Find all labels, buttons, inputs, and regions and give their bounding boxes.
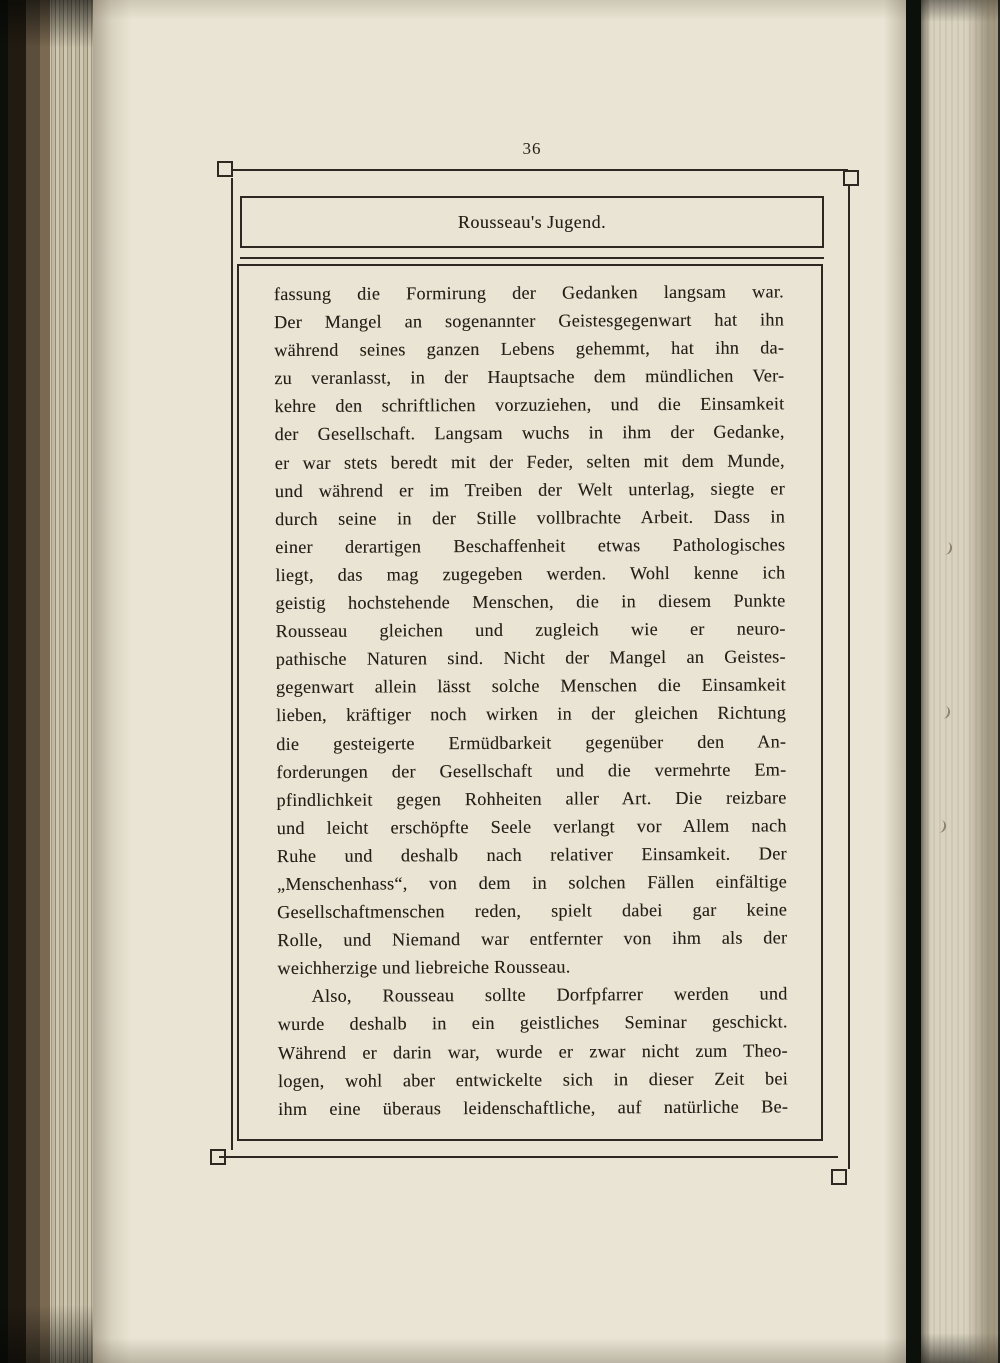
text-line: die gesteigerte Ermüdbarkeit gegenüber den An- — [276, 730, 787, 754]
text-line: zu veranlasst, in der Hauptsache dem mündlichen Ver- — [274, 365, 785, 389]
page-edge-mark — [942, 541, 954, 556]
text-line: und während er im Treiben der Welt unterlag, siegte er — [274, 478, 785, 501]
frame-corner-square-bottom-left — [210, 1149, 226, 1165]
text-line: ihm eine überaus leidenschaftliche, auf natürliche Be- — [278, 1096, 789, 1119]
text-line: „Menschenhass“, von dem in solchen Fällen einfältige — [276, 871, 788, 895]
text-line: weichherzige und liebreiche Rousseau. — [277, 956, 571, 979]
text-line: Ruhe und deshalb nach relativer Einsamkeit. Der — [276, 843, 787, 866]
text-line: pathische Naturen sind. Nicht der Mangel an Geistes- — [275, 646, 786, 670]
book-spine-edge — [0, 0, 93, 1363]
text-line: er war stets beredt mit der Feder, selten mit dem Munde, — [274, 449, 785, 473]
header-underline-rule — [240, 257, 824, 259]
page-edge-mark — [936, 819, 948, 834]
text-line: gegenwart allein lässt solche Menschen die Einsamkeit — [275, 674, 786, 698]
text-line: fassung die Formirung der Gedanken langsam war. — [273, 281, 784, 305]
text-frame — [237, 264, 823, 1141]
frame-corner-square-bottom-right — [831, 1169, 847, 1185]
page-number: 36 — [522, 139, 542, 158]
text-line: Also, Rousseau sollte Dorfpfarrer werden und — [311, 983, 788, 1007]
text-line: und leicht erschöpfte Seele verlangt vor Allem nach — [276, 815, 787, 838]
text-line: Der Mangel an sogenannter Geistesgegenwart hat ihn — [273, 309, 785, 333]
text-line: logen, wohl aber entwickelte sich in dieser Zeit bei — [277, 1068, 789, 1091]
body-text — [274, 277, 788, 1122]
frame-top-rule — [231, 169, 848, 171]
text-line: geistig hochstehende Menschen, die in diesem Punkte — [275, 590, 786, 614]
text-line: Rousseau gleichen und zugleich wie er neuro- — [275, 618, 786, 642]
text-line: wurde deshalb in ein geistliches Seminar geschickt. — [277, 1011, 788, 1035]
text-line: Während er darin war, wurde er zwar nicht zum Theo- — [277, 1039, 788, 1063]
text-line: lieben, kräftiger noch wirken in der gleichen Richtung — [276, 702, 787, 726]
frame-right-rule — [848, 186, 850, 1169]
running-header: Rousseau's Jugend. — [457, 211, 607, 232]
text-line: Gesellschaftmenschen reden, spielt dabei gar keine — [277, 899, 788, 923]
page-edge-mark — [940, 705, 952, 720]
text-line: pfindlichkeit gegen Rohheiten aller Art. Die reizbare — [276, 787, 787, 810]
text-line: durch seine in der Stille vollbrachte Arbeit. Dass in — [274, 506, 786, 529]
text-line: während seines ganzen Lebens gehemmt, hat ihn da- — [274, 337, 785, 361]
frame-left-rule — [231, 178, 233, 1150]
running-header-box — [240, 196, 824, 248]
frame-corner-square-top-left — [217, 161, 233, 177]
frame-corner-square-top-right — [843, 170, 859, 186]
adjacent-page-edge — [921, 0, 1000, 1363]
text-line: forderungen der Gesellschaft und die vermehrte Em- — [276, 758, 787, 782]
text-line: einer derartigen Beschaffenheit etwas Pathologisches — [275, 534, 786, 557]
book-page — [93, 0, 906, 1363]
text-line: Rolle, und Niemand war entfernter von ihm als der — [277, 927, 788, 951]
text-line: der Gesellschaft. Langsam wuchs in ihm der Gedanke, — [274, 421, 785, 445]
frame-bottom-rule — [219, 1156, 838, 1158]
text-line: liegt, das mag zugegeben werden. Wohl kenne ich — [275, 562, 786, 586]
text-line: kehre den schriftlichen vorzuziehen, und die Einsamkeit — [274, 393, 785, 417]
